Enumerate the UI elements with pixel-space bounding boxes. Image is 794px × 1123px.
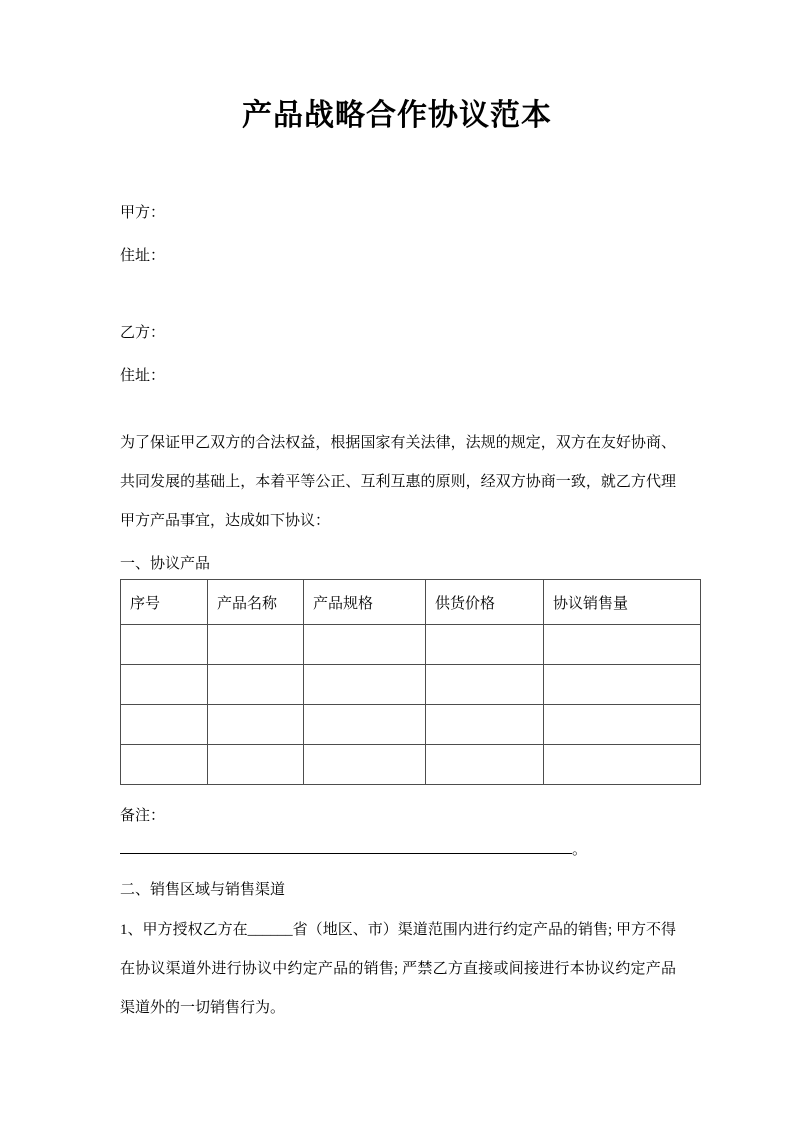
party-a-label: 甲方： (120, 205, 166, 221)
section-2-heading: 二、销售区域与销售渠道 (120, 882, 286, 898)
table-cell (121, 705, 208, 745)
table-header-product-name: 产品名称 (208, 580, 304, 625)
table-cell (304, 665, 426, 705)
table-cell (426, 705, 544, 745)
table-row (121, 625, 701, 665)
remarks-label: 备注： (120, 808, 166, 824)
section-1-heading: 一、协议产品 (120, 556, 211, 572)
table-cell (544, 745, 701, 785)
table-cell (208, 625, 304, 665)
table-cell (208, 705, 304, 745)
remarks-blank-line-row (120, 836, 676, 859)
table-row (121, 745, 701, 785)
intro-paragraph: 为了保证甲乙双方的合法权益，根据国家有关法律，法规的规定，双方在友好协商、共同发展的基础上，本着平等公正、互利互惠的原则，经双方协商一致，就乙方代理甲方产品事宜，达成如下协议： (120, 435, 676, 529)
table-cell (544, 625, 701, 665)
table-header-row (121, 580, 701, 625)
party-b-block (120, 312, 676, 398)
table-cell (304, 705, 426, 745)
party-b-address-label: 住址： (120, 368, 166, 384)
table-cell (121, 745, 208, 785)
table-cell (304, 745, 426, 785)
products-table (120, 579, 701, 785)
table-cell (544, 665, 701, 705)
table-header-product-spec: 产品规格 (304, 580, 426, 625)
party-a-block (120, 192, 676, 278)
fill-in-line (120, 836, 572, 854)
table-row (121, 705, 701, 745)
table-cell (426, 745, 544, 785)
table-header-agreed-volume: 协议销售量 (544, 580, 701, 625)
table-cell (544, 705, 701, 745)
document-title: 产品战略合作协议范本 (242, 99, 552, 132)
table-cell (208, 745, 304, 785)
party-a-address-label: 住址： (120, 248, 166, 264)
line-end-period: 。 (572, 842, 588, 858)
table-cell (304, 625, 426, 665)
table-cell (121, 625, 208, 665)
table-row (121, 665, 701, 705)
table-cell (426, 625, 544, 665)
table-header-serial: 序号 (121, 580, 208, 625)
table-cell (208, 665, 304, 705)
clause-1-paragraph: 1、甲方授权乙方在______省（地区、市）渠道范围内进行约定产品的销售; 甲方不得在协议渠道外进行协议中约定产品的销售; 严禁乙方直接或间接进行本协议约定产品渠道外的一切销售行为。 (120, 922, 676, 1016)
party-b-label: 乙方： (120, 325, 166, 341)
table-header-supply-price: 供货价格 (426, 580, 544, 625)
table-cell (426, 665, 544, 705)
table-cell (121, 665, 208, 705)
